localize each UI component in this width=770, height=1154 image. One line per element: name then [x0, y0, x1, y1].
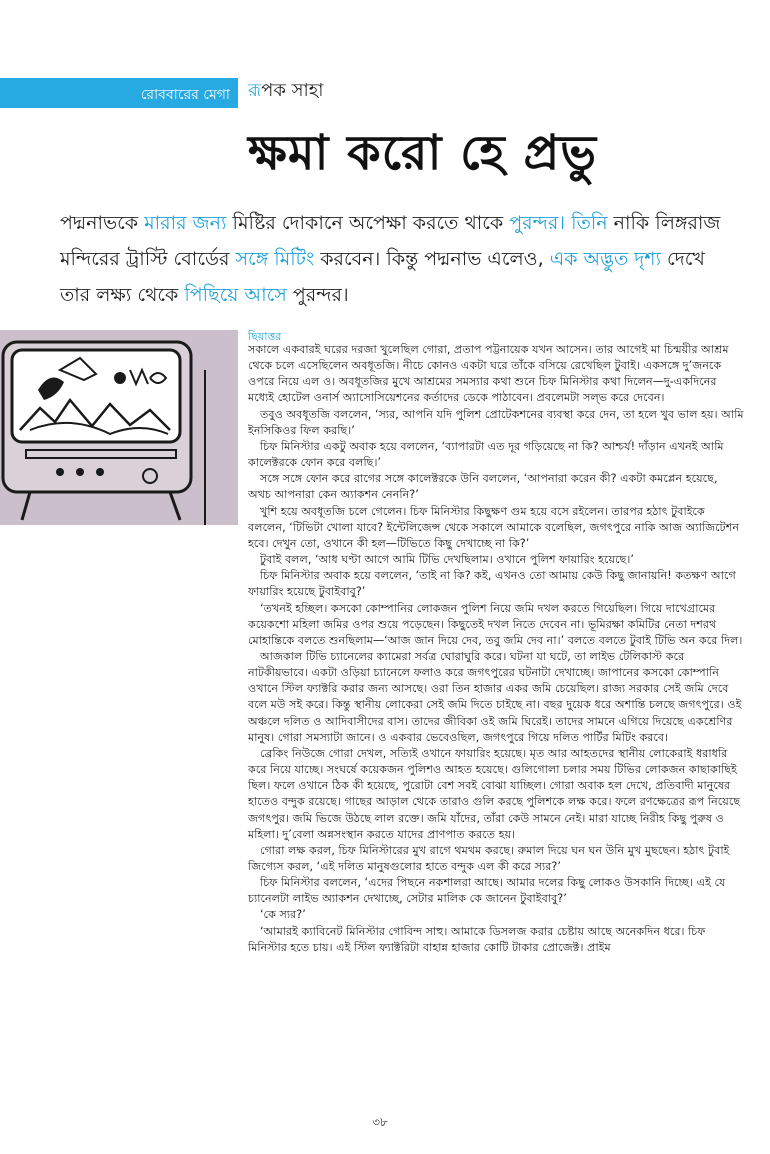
intro-text: পুরন্দর। [286, 284, 349, 306]
body-paragraph: খুশি হয়ে অবধূতজি চলে গেলেন। চিফ মিনিস্টার কিছুক্ষণ গুম হয়ে বসে রইলেন। তারপর হঠাৎ টুবাইকে বললেন, ‘টিভিটা খোলা যাবে? ইন্টেলিজেন্স থেকে সকালে আমাকে বলেছিল, জগৎপুরে নাকি আজ অ্যাজিটেশন হবে। দেখুন তো, ওখানে কী হল—টিভিতে কিছু দেখাচ্ছে না কি?’ [248, 504, 740, 550]
body-paragraph: টুবাই বলল, ‘আধ ঘণ্টা আগে আমি টিভি দেখছিলাম। ওখানে পুলিশ ফায়ারিং হয়েছে।’ [260, 553, 634, 567]
intro-highlight: তিনি [571, 212, 608, 234]
body-paragraph: চিফ মিনিস্টার বললেন, ‘এদের পিছনে নকশালরা আছে। আমার দলের কিছু লোকও উসকানি দিচ্ছে। এই যে চ্যানেলটা লাইভ অ্যাকশন দেখাচ্ছে, সেটার মালিক কে জানেন টুবাইবাবু?’ [248, 876, 726, 906]
body-paragraph: তবুও অবধূতজি বললেন, ‘স্যর, আপনি যদি পুলিশ প্রোটেকশনের ব্যবস্থা করে দেন, তা হলে খুব ভাল হয়। আমি ইনসিকিওর ফিল করছি।’ [248, 407, 744, 437]
intro-text: পদ্মনাভকে [60, 212, 145, 234]
series-label: রোববারের মেগা [140, 87, 230, 103]
body-paragraph: চিফ মিনিস্টার একটু অবাক হয়ে বললেন, ‘ব্যাপারটা এত দূর গড়িয়েছে না কি? আশ্চর্য! দাঁড়ান এখনই আমি কালেক্টরকে ফোন করে বলছি।’ [248, 439, 724, 470]
body-paragraph: ব্রেকিং নিউজে গোরা দেখল, সত্যিই ওখানে ফায়ারিং হয়েছে। মৃত আর আহতদের স্থানীয় লোকেরাই ধরাধরি করে নিয়ে যাচ্ছে। সংঘর্ষে কয়েকজন পুলিশও আহত হয়েছে। গুলিগোলা চলার সময় টিভির লোকজন কাছাকাছিই ছিল। ফলে ওখানে ঠিক কী হয়েছে, পুরোটা বেশ সবই বোঝা যাচ্ছিল। গোরা অবাক হল দেখে, প্রতিবাদী মানুষের হাতেও বন্দুক রয়েছে। গাছের আড়াল থেকে তারাও গুলি করছে পুলিশকে লক্ষ করে। ফলে রণক্ষেত্রের রূপ নিয়েছে জগৎপুর। জমি ভিজে উঠছে লাল রক্তে। জমি যাঁদের, তাঁরা কেউ সামনে নেই। মারা যাচ্ছে নিরীহ কিছু পুরুষ ও মহিলা। দু’বেলা অন্নসংস্থান করতে যাদের প্রাণপাত করতে হয়। [248, 746, 741, 841]
body-paragraph: সঙ্গে সঙ্গে ফোন করে রাগের সঙ্গে কালেক্টরকে উনি বললেন, ‘আপনারা করেন কী? একটা কমপ্লেন হয়েছে, অথচ আপনারা কেন অ্যাকশন নেননি?’ [248, 472, 718, 502]
body-paragraph: সকালে একবারই ঘরের দরজা খুলেছিল গোরা, প্রতাপ পট্টনায়েক যখন আসেন। তার আগেই মা চিন্ময়ীর আশ্রম থেকে চলে এসেছিলেন অবধূতজি। নীচে কোনও একটা ঘরে তাঁকে বসিয়ে রেখেছিল টুবাই। একসঙ্গে দু’জনকে ওপরে নিয়ে এল ও। অবধূতজির মুখে আশ্রমের সমস্যার কথা শুনে চিফ মিনিস্টার কথা দিলেন—দু-একদিনের মধ্যেই হোটেল ওনার্স অ্যাসোসিয়েশনের কর্তাদের ডেকে পাঠাবেন। প্রবলেমটা সল্‌ভ করে দেবেন। [248, 343, 729, 405]
author-name: পক সাহা [261, 80, 324, 101]
intro-paragraph [60, 205, 740, 313]
body-paragraph: চিফ মিনিস্টার অবাক হয়ে বললেন, ‘তাই না কি? কই, এখনও তো আমায় কেউ কিছু জানায়নি! কতক্ষণ আগে ফায়ারিং হয়েছে টুবাইবাবু?’ [248, 569, 736, 599]
page-number: ৩৮ [372, 1115, 388, 1129]
intro-highlight: মারার জন্য [144, 212, 227, 234]
body-paragraph: ‘তখনই হচ্ছিল। কসকো কোম্পানির লোকজন পুলিশ নিয়ে জমি দখল করতে গিয়েছিল। গিয়ে দাখেগ্রামের কয়েকশো মহিলা জমির ওপর শুয়ে পড়েছেন। কিছুতেই দখল নিতে দেবেন না। ভূমিরক্ষা কমিটির নেতা দশরথ মোহান্তিকে বলতে শুনছিলাম—‘আজ জান দিয়ে দেব, তবু জমি দেব না।’ বলতে বলতে টুবাই টিভি অন করে দিল। [248, 601, 743, 647]
intro-text: মিষ্টির দোকানে অপেক্ষা করতে থাকে [226, 212, 510, 234]
intro-highlight: সঙ্গে মিটিং [235, 248, 315, 270]
story-title: ক্ষমা করো হে প্রভু [248, 125, 598, 181]
body-paragraph: গোরা লক্ষ করল, চিফ মিনিস্টারের মুখ রাগে থমথম করছে। রুমাল দিয়ে ঘন ঘন উনি মুখ মুছছেন। হঠাৎ টুবাই জিগ্যেস করল, ‘এই দলিত মানুষগুলোর হাতে বন্দুক এল কী করে স্যর?’ [248, 843, 730, 873]
author-byline [248, 76, 323, 106]
author-initial: রূ [248, 80, 262, 101]
story-body [248, 342, 744, 956]
intro-highlight: পুরন্দর। [509, 212, 566, 234]
body-paragraph: ‘কে স্যর?’ [260, 908, 306, 922]
intro-text: নাকি লিঙ্গরাজ মন্দিরের ট্রাস্টি বোর্ডের [60, 212, 721, 270]
intro-text: করবেন। কিন্তু পদ্মনাভ এলেও, [314, 248, 550, 270]
tv-illustration [0, 330, 238, 525]
body-paragraph: আজকাল টিভি চ্যানেলের ক্যামেরা সর্বত্র ঘোরাঘুরি করে। ঘটনা যা ঘটে, তা লাইভ টেলিকাস্ট করে নাটকীয়ভাবে। একটা ওড়িয়া চ্যানেলে ফলাও করে জগৎপুরের ঘটনাটা দেখাচ্ছে। জাপানের কসকো কোম্পানি ওখানে স্টিল ফ্যাক্টরি করার জন্য আসছে। ওরা তিন হাজার একর জমি চেয়েছিল। রাজ্য সরকার সেই জমি দেবে বলে মউ সই করে। কিন্তু স্থানীয় লোকেরা সেই জমি দিতে চাইছে না। বছর দুয়েক ধরে অশান্তি চলছে জগৎপুরে। ওই অঞ্চলে দলিত ও আদিবাসীদের বাস। তাদের জীবিকা ওই জমি ঘিরেই। তাদের সামনে এগিয়ে দিয়েছে একশ্রেণির মানুষ। গোরা সমস্যাটা জানে। ও একবার ভেবেওছিল, জগৎপুরে গিয়ে দলিত পার্টির মিটিং করবে। [248, 649, 742, 744]
body-paragraph: ‘আমারই ক্যাবিনেট মিনিস্টার গোবিন্দ সাহু। আমাকে ডিসলজ করার চেষ্টায় আছে অনেকদিন ধরে। চিফ মিনিস্টার হতে চায়। এই স্টিল ফ্যাক্টরিটা বাহান্ন হাজার কোটি টাকার প্রোজেক্ট। প্রাইম [248, 924, 706, 954]
chapter-number: ছিয়াত্তর [248, 330, 282, 343]
intro-highlight: পিছিয়ে আসে [184, 284, 287, 306]
intro-highlight: এক অদ্ভুত দৃশ্য [549, 248, 662, 270]
intro-text: দেখে তার লক্ষ্য থেকে [60, 248, 705, 306]
